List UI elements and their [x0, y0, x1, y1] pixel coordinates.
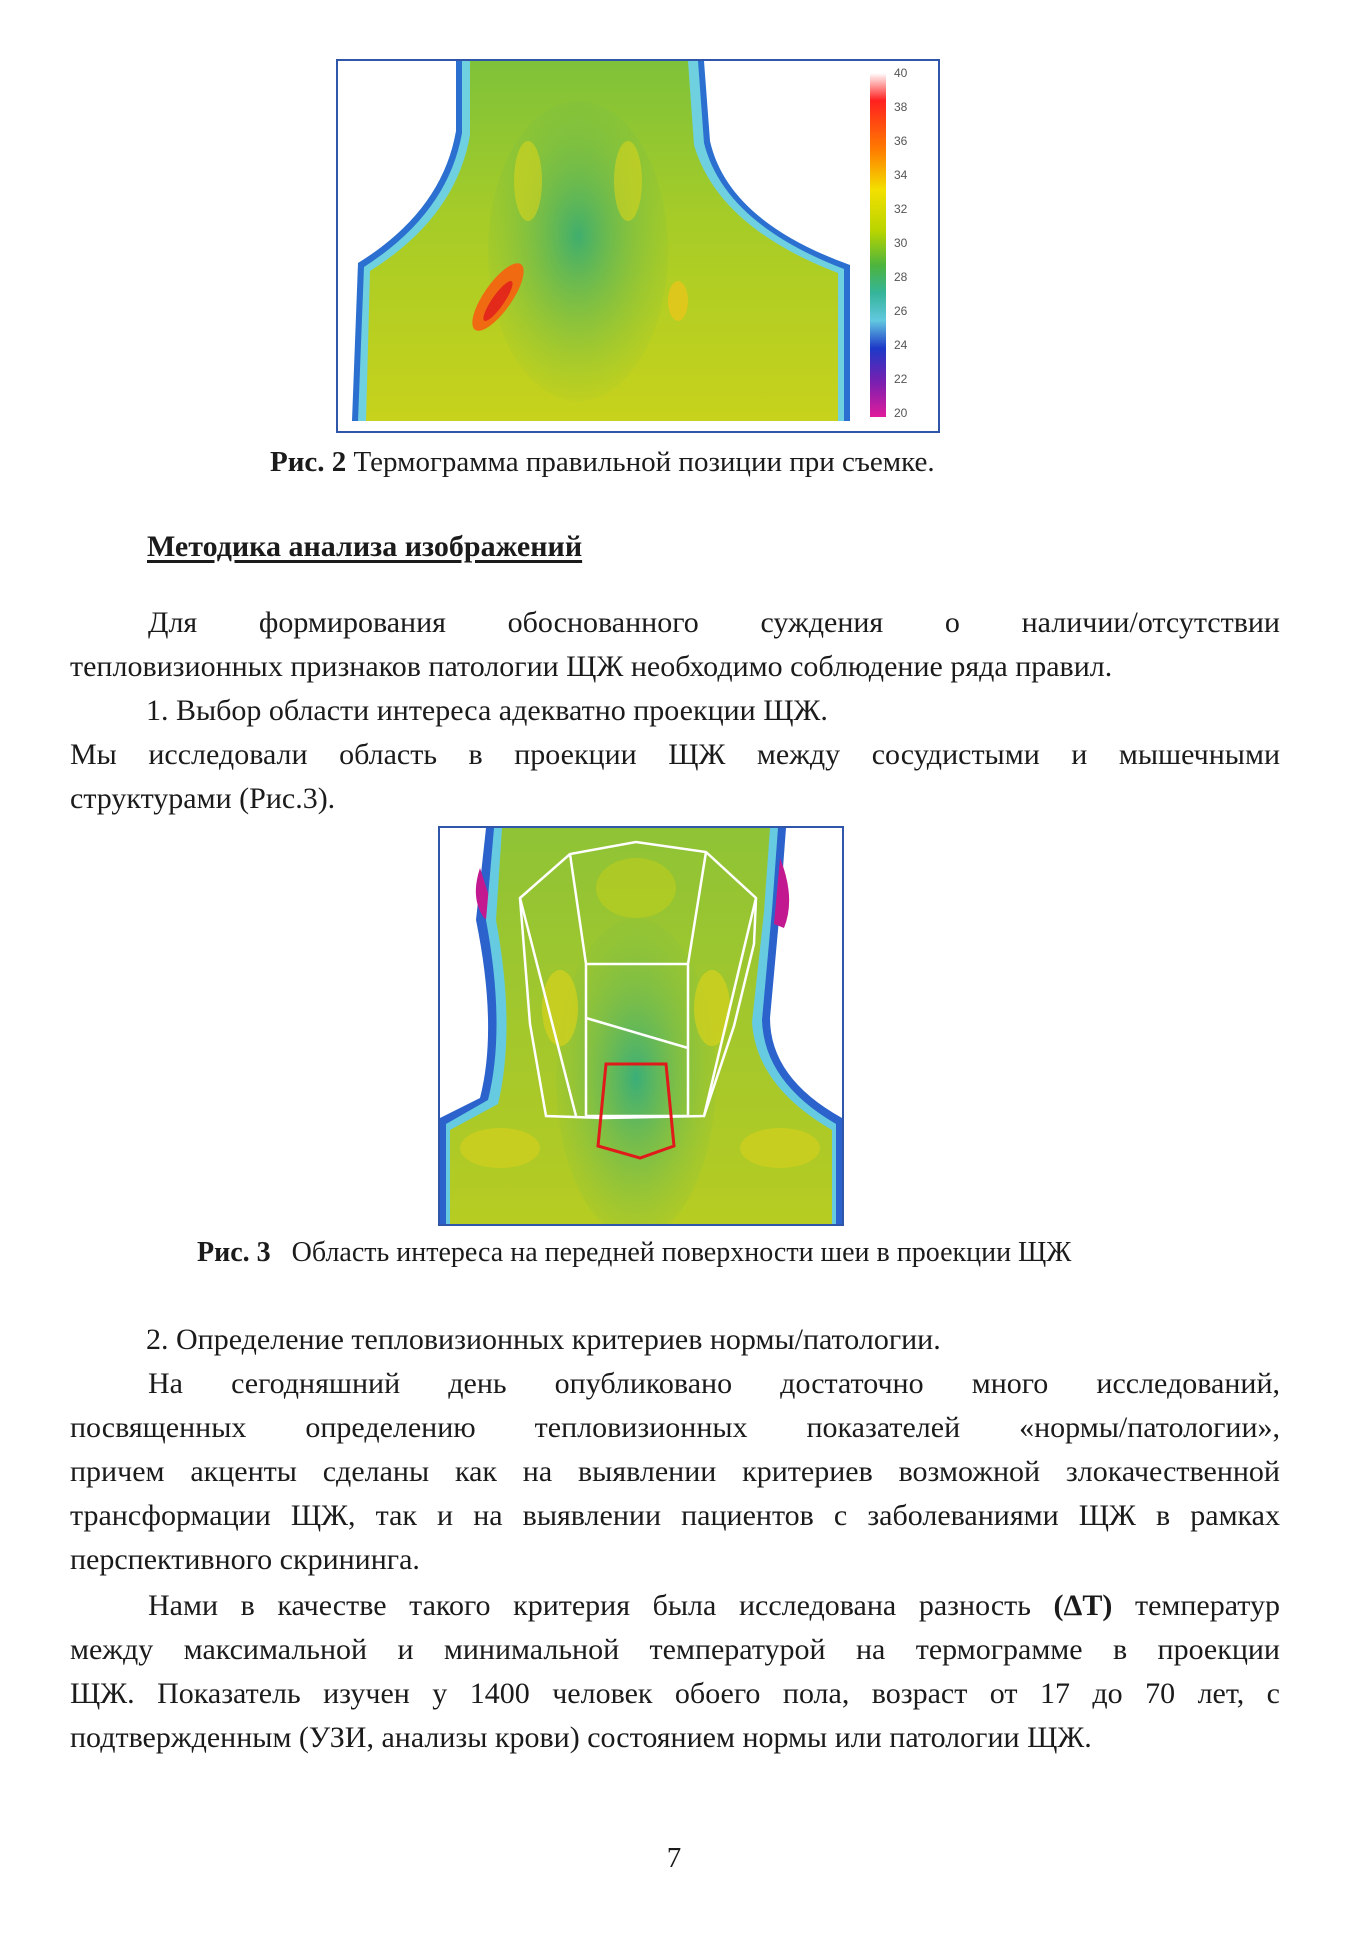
- colorbar-tick-label: 30: [894, 236, 908, 250]
- paragraph-2-line-2: структурами (Рис.3).: [70, 782, 336, 815]
- paragraph-4-line-2: между максимальной и минимальной температурой на термограмме в проекции: [70, 1633, 1280, 1666]
- colorbar-tick-label: 26: [894, 304, 908, 318]
- colorbar-tick-label: 36: [894, 134, 908, 148]
- figure-2-caption-text: Термограмма правильной позиции при съемке.: [353, 446, 935, 478]
- section-heading: Методика анализа изображений: [147, 530, 583, 563]
- colorbar: [870, 73, 886, 417]
- paragraph-3-line-5: перспективного скрининга.: [70, 1543, 420, 1576]
- page-number: 7: [666, 1842, 682, 1874]
- paragraph-4-text-a: Нами в качестве такого критерия была исследована разность: [148, 1589, 1054, 1622]
- paragraph-1-line-2: тепловизионных признаков патологии ЩЖ необходимо соблюдение ряда правил.: [70, 650, 1113, 683]
- list-item-2: 2. Определение тепловизионных критериев нормы/патологии.: [146, 1323, 941, 1356]
- paragraph-3-line-4: трансформации ЩЖ, так и на выявлении пациентов с заболеваниями ЩЖ в рамках: [70, 1499, 1280, 1532]
- colorbar-ticks: [894, 66, 908, 420]
- paragraph-2-line-1: Мы исследовали область в проекции ЩЖ между сосудистыми и мышечными: [70, 738, 1280, 771]
- figure-3-caption-text: Область интереса на передней поверхности шеи в проекции ЩЖ: [291, 1237, 1072, 1268]
- list-item-1: 1. Выбор области интереса адекватно проекции ЩЖ.: [146, 694, 828, 727]
- paragraph-3-line-3: причем акценты сделаны как на выявлении критериев возможной злокачественной: [70, 1455, 1280, 1488]
- paragraph-3-line-2: посвященных определению тепловизионных показателей «нормы/патологии»,: [70, 1411, 1280, 1444]
- paragraph-1-line-1: Для формирования обоснованного суждения о наличии/отсутствии: [148, 606, 1280, 639]
- colorbar-tick-label: 22: [894, 372, 908, 386]
- colorbar-tick-label: 34: [894, 168, 908, 182]
- figure-3-caption-prefix: Рис. 3: [197, 1237, 271, 1268]
- figure-2-caption-prefix: Рис. 2: [270, 446, 347, 478]
- paragraph-4-line-3: ЩЖ. Показатель изучен у 1400 человек обоего пола, возраст от 17 до 70 лет, с: [70, 1677, 1280, 1710]
- figure-2-caption: [270, 446, 935, 479]
- figure-2-thermogram: [336, 59, 940, 433]
- paragraph-4-line-4: подтвержденным (УЗИ, анализы крови) состоянием нормы или патологии ЩЖ.: [70, 1721, 1092, 1754]
- figure-3-caption: [197, 1237, 1071, 1269]
- paragraph-4-line-1: [70, 1584, 1280, 1628]
- colorbar-tick-label: 40: [894, 66, 908, 80]
- roi-thermogram-image: [440, 828, 842, 1224]
- delta-t-term: (ΔT): [1053, 1589, 1113, 1622]
- colorbar-tick-label: 24: [894, 338, 908, 352]
- colorbar-tick-label: 28: [894, 270, 908, 284]
- colorbar-tick-label: 20: [894, 406, 908, 420]
- thermogram-neck-image: [338, 61, 938, 431]
- paragraph-3-line-1: На сегодняшний день опубликовано достаточно много исследований,: [148, 1367, 1280, 1400]
- figure-3-thermogram: [438, 826, 844, 1226]
- colorbar-tick-label: 32: [894, 202, 908, 216]
- paragraph-4-text-b: температур: [1112, 1589, 1280, 1622]
- colorbar-tick-label: 38: [894, 100, 908, 114]
